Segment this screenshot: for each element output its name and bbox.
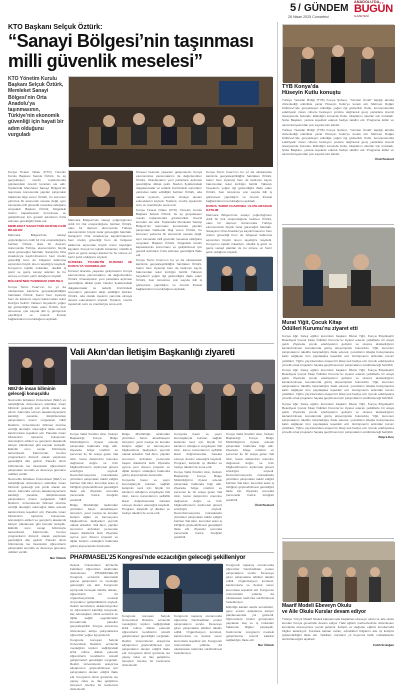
- middle-divider: [8, 343, 274, 344]
- pharmasel-body-col4: Kongrenin kapanış oturumunda öğrenciler hazırladıkları poster çalışmalarını sundu. Dereceye giren çalışmalara ödülleri takdim edildi. Organizasyon komitesi, katılımcılara ve destek veren kurumlara teşekkür etti. Kongrenin önümüzdeki yıllarda da uluslararası katılımla sürdürülmesi hedefleniyor. Etkinliğe katılan sektör temsilcileri, genç eczacı adaylarına kariyer planlamasında yol gösterdi. Öğrencilerle birebir görüşmeler yapılarak staj ve iş imkanları hakkında bilgiler paylaşıldı. Katılımcılar, kongrenin mesleki gelişimlerine önemli katkılar sağladığını ifade etti. Nur Öztürk: [226, 563, 274, 647]
- column-divider: [277, 22, 278, 684]
- right-divider-1: [282, 224, 394, 225]
- lead-body-col4: Konya Tarım Fuarı’nın bu yıl da uluslararası katılımla gerçekleştirildiğini hatırlatan Öztürk, fuarın hem ziyaretçi hem de katılımcı sayısı bakımından rekor kırdığını belirtti. Yabancı heyetlerin yoğun ilgi gösterdiğini ifade eden Öztürk, fuar süresince çok sayıda ikili iş görüşmesi yapıldığını ve önemli ihracat bağlantılarının kurulduğunu açıkladı. KONYA TARIM FUARI’NDA ULUSLARARASI KATILIM Marmara Bölgesi’nde sanayi yoğunluğunun ciddi bir risk oluşturduğunu belirten Öztürk, olası bir deprem durumunda Türkiye ekonomisinin büyük zarar göreceğini hatırlattı. Sanayinin Orta Anadolu’ya kaydırılmasının hem üretim güvenliği hem de bölgesel kalkınma açısından büyük önem taşıdığını kaydetti. Konya’nın lojistik imkanları, nitelikli iş gücü ve geniş sanayi alanları ile bu sürece en hazır şehir olduğunu söyledi.: [206, 170, 272, 340]
- lead-speaker-photo: [68, 170, 132, 215]
- lead-kicker: KTO Başkanı Selçuk Öztürk:: [8, 24, 103, 31]
- lead-body-col1: Konya Ticaret Odası (KTO) Yönetim Kurulu Başkanı Selçuk Öztürk, bu ay gerçekleşen meclis toplantısında gündemdeki önemli konuları ele aldı. Toplantıda Memleket Sanayi Bölgesi’nin taşınması konusunda yapılan çalışmalar hakkında bilgi veren Öztürk, bu konunun yalnızca bir ekonomik mesele değil, aynı zamanda milli güvenlik meselesi olduğunu vurguladı. Başkan Öztürk, bölgedeki üretim kapasitesinin korunması ve geliştirilmesi için gerekli adımların hızla atılması gerektiğini ifade etti. MEMLEKET SANAYİ BÖLGESİ’NE DAİR BİLGİLER Marmara Bölgesi’nde sanayi yoğunluğunun ciddi bir risk oluşturduğunu belirten Öztürk, olası bir deprem durumunda Türkiye ekonomisinin büyük zarar göreceğini hatırlattı. Sanayinin Orta Anadolu’ya kaydırılmasının hem üretim güvenliği hem de bölgesel kalkınma açısından büyük önem taşıdığını kaydetti. Konya’nın lojistik imkanları, nitelikli iş gücü ve geniş sanayi alanları ile bu sürece en hazır şehir olduğunu söyledi. BÖLGESİ’NEN TAŞINMASI ZORUNLU Konya Tarım Fuarı’nın bu yıl da uluslararası katılımla gerçekleştirildiğini hatırlatan Öztürk, fuarın hem ziyaretçi hem de katılımcı sayısı bakımından rekor kırdığını belirtti. Yabancı heyetlerin yoğun ilgi gösterdiğini ifade eden Öztürk, fuar süresince çok sayıda ikili iş görüşmesi yapıldığını ve önemli ihracat bağlantılarının kurulduğunu açıkladı.: [8, 170, 66, 322]
- pharmasel-congress-photo: [122, 563, 222, 611]
- vali-body-col2: Bölge Müdürlüğü tarafından yürütülen basın akreditasyon süreçleri, yerel medya ile kurulan iletişim ağları ve kamuoyunu bilgilendirme faaliyetleri ayrıntılı olarak anlatıldı. Vali Akın, yapılan sunumun ardından personele başarı dileklerini iletti. Ziyarette ayrıca yeni dönem projeleri ve dijital iletişim stratejileri hakkında görüş alışverişinde bulunuldu. Konya’da basın ve yayın kuruluşlarıyla kurulan sağlıklı iletişimin kent için büyük bir kazanım olduğunu vurgulayan Vali Akın, kamu kurumlarının şeffaflık ilkesi doğrultusunda hareket etmeye devam edeceğini kaydetti. Program, karşılıklı iyi dilekler ve hediye takdimi ile sona erdi.: [122, 432, 170, 515]
- pharmasel-signature: Nur Öztürk: [258, 642, 274, 647]
- masthead: [0, 0, 400, 20]
- neu-panel-photo: [8, 346, 66, 384]
- issue-date: 26 Nisan 2025 Cumartesi: [288, 15, 329, 19]
- maarif-headline: Maarif Modeli Ebeveyn Okulu ve Aile Okulu Kurslar devam ediyor: [282, 603, 367, 615]
- neu-body: Necmettin Erbakan Üniversitesi (NEÜ) ev sahipliğinde düzenlenen etkinlikte insan biliminin geleceği çok yönlü olarak ele alındı. Alanında uzman akademisyenlerin katıldığı panelde, disiplinlerarası çalışmaların önemi vurgulandı. NEÜ Rektörü, üniversitenin bilimsel üretime verdiği desteğin süreceğini ifade ederek katılımcılara teşekkür etti. Panelde insan bilimlerinin toplumla buluşması, teknolojinin etkileri ve gençlerin akademik kariyer planlaması gibi konular tartışıldı. Etkinlik soru cevap bölümüyle tamamlandı. Katılımcılar, benzer programların düzenli olarak yapılması gerektiğini dile getirdi. Panelin ikinci bölümünde ise lisansüstü öğrencilerin çalışmaları sunuldu ve dereceye girenlere ödülleri verildi. Necmettin Erbakan Üniversitesi (NEÜ) ev sahipliğinde düzenlenen etkinlikte insan biliminin geleceği çok yönlü olarak ele alındı. Alanında uzman akademisyenlerin katıldığı panelde, disiplinlerarası çalışmaların önemi vurgulandı. NEÜ Rektörü, üniversitenin bilimsel üretime verdiği desteğin süreceğini ifade ederek katılımcılara teşekkür etti. Panelde insan bilimlerinin toplumla buluşması, teknolojinin etkileri ve gençlerin akademik kariyer planlaması gibi konular tartışıldı. Etkinlik soru cevap bölümüyle tamamlandı. Katılımcılar, benzer programların düzenli olarak yapılması gerektiğini dile getirdi. Panelin ikinci bölümünde ise lisansüstü öğrencilerin çalışmaları sunuldu ve dereceye girenlere ödülleri verildi. Nur Öztürk: [8, 398, 66, 560]
- logo: ANADOLU'DA BUGÜN GAZETESİ: [354, 0, 393, 18]
- tyb-body: Türkiye Yazarlar Birliği (TYB) Konya Şubesi, “Yarınlar Ümidi” başlığı altında düzenlediği etkinlikte yazar Hüseyin Kutlu’yu konuk etti. Mehmet Doğan Kültürevi’nde gerçekleşen etkinliğe yoğun ilgi gösterildi. Kutlu, konuşmasında edebiyatın insan ruhunu besleyen yönüne değinerek genç yazarlara önemli tavsiyelerde bulundu. Etkinliğin sonunda Kutlu, kitaplarını okurları için imzaladı. Şube Başkanı, yazara teşekkür ederek hediye takdim etti. Programa kültür ve sanat dünyasından çok sayıda isim katıldı. Türkiye Yazarlar Birliği (TYB) Konya Şubesi, “Yarınlar Ümidi” başlığı altında düzenlediği etkinlikte yazar Hüseyin Kutlu’yu konuk etti. Mehmet Doğan Kültürevi’nde gerçekleşen etkinliğe yoğun ilgi gösterildi. Kutlu, konuşmasında edebiyatın insan ruhunu besleyen yönüne değinerek genç yazarlara önemli tavsiyelerde bulundu. Etkinliğin sonunda Kutlu, kitaplarını okurları için imzaladı. Şube Başkanı, yazara teşekkür ederek hediye takdim etti. Programa kültür ve sanat dünyasından çok sayıda isim katıldı. Ümit Bozkurt: [282, 98, 394, 162]
- lead-intro: KTO Yönetim Kurulu Başkanı Selçuk Öztürk, Memleket Sanayi Bölgesi’nin Orta Anadolu’ya taşınmasının, Türkiye’nin ekonomik güvenliği için hayati bir adım olduğunu vurguladı: [8, 76, 64, 138]
- pharmasel-body-col1: Selçuk Üniversitesi Eczacılık Fakültesi öğrencileri tarafından düzenlenen PHARMASEL’25 Kongresi, eczacılık alanındaki güncel gelişmeleri ve mesleğin geleceğini ele aldı. Kongrenin açılışında konuşan fakülte dekanı, öğrencilerin bu tür organizasyonlarla mesleki vizyonlarını geliştirdiklerini söyledi. Sektör temsilcileri, akademisyenler ve öğrencilerin katıldığı kongrede, ilaç teknolojileri, klinik eczacılık ve dijital sağlık uygulamaları konularında paneller gerçekleştirildi. Kongre süresince düzenlenen atölye çalışmalarına öğrenciler yoğun ilgi gösterdi. Kongrede konuşan Selçuk Üniversitesi Rektörü, eczacılık mesleğinin toplum sağlığındaki kritik rolüne dikkat çekerek öğrencilerin kendilerini sürekli geliştirmeleri gerektiğini vurguladı. Rektör, üniversitenin araştırma altyapısının güçlendirilmesi için çalışmaların devam ettiğini ifade etti. Kongrenin ikinci gününde ise yapay zeka ve ilaç geliştirme süreçleri üzerine bir konferans düzenlendi.: [70, 563, 118, 691]
- lead-body-col2: Marmara Bölgesi’nde sanayi yoğunluğunun ciddi bir risk oluşturduğunu belirten Öztürk, olası bir deprem durumunda Türkiye ekonomisinin büyük zarar göreceğini hatırlattı. Sanayinin Orta Anadolu’ya kaydırılmasının hem üretim güvenliği hem de bölgesel kalkınma açısından büyük önem taşıdığını kaydetti. Konya’nın lojistik imkanları, nitelikli iş gücü ve geniş sanayi alanları ile bu sürece en hazır şehir olduğunu söyledi. KÜRESEL TİCARETİN DURUMU VE KONYA’YA YANSIMALARI Küresel ticarette yaşanan gelişmelerin Konya ekonomisine yansımalarını da değerlendiren Öztürk, ihracatçıların yeni pazarlara açılması gerektiğine dikkat çekti. Navlun fiyatlarındaki dalgalanmalar ve tedarik zincirindeki sorunların yakından takip edildiğini belirten Öztürk, oda olarak üyelerin yanında olmaya devam edeceklerini söyledi. Toplantı, meclis üyelerinin soru ve önerileriyle sona erdi.: [68, 218, 132, 306]
- maarif-course-photo: [282, 541, 394, 601]
- right-divider-2: [282, 538, 394, 539]
- middle-headline: Vali Akın’dan İletişim Başkanlığı ziyareti: [70, 346, 235, 357]
- lead-body-col3: Küresel ticarette yaşanan gelişmelerin Konya ekonomisine yansımalarını da değerlendiren Öztürk, ihracatçıların yeni pazarlara açılması gerektiğine dikkat çekti. Navlun fiyatlarındaki dalgalanmalar ve tedarik zincirindeki sorunların yakından takip edildiğini belirten Öztürk, oda olarak üyelerin yanında olmaya devam edeceklerini söyledi. Toplantı, meclis üyelerinin soru ve önerileriyle sona erdi. Konya Ticaret Odası (KTO) Yönetim Kurulu Başkanı Selçuk Öztürk, bu ay gerçekleşen meclis toplantısında gündemdeki önemli konuları ele aldı. Toplantıda Memleket Sanayi Bölgesi’nin taşınması konusunda yapılan çalışmalar hakkında bilgi veren Öztürk, bu konunun yalnızca bir ekonomik mesele değil, aynı zamanda milli güvenlik meselesi olduğunu vurguladı. Başkan Öztürk, bölgedeki üretim kapasitesinin korunması ve geliştirilmesi için gerekli adımların hızla atılması gerektiğini ifade etti. Konya Tarım Fuarı’nın bu yıl da uluslararası katılımla gerçekleştirildiğini hatırlatan Öztürk, fuarın hem ziyaretçi hem de katılımcı sayısı bakımından rekor kırdığını belirtti. Yabancı heyetlerin yoğun ilgi gösterdiğini ifade eden Öztürk, fuar süresince çok sayıda ikili iş görüşmesi yapıldığını ve önemli ihracat bağlantılarının kurulduğunu açıkladı.: [136, 170, 202, 291]
- yigit-visit-photo: [282, 227, 394, 317]
- pharmasel-body-col3: Kongrenin kapanış oturumunda öğrenciler hazırladıkları poster çalışmalarını sundu. Dereceye giren çalışmalara ödülleri takdim edildi. Organizasyon komitesi, katılımcılara ve destek veren kurumlara teşekkür etti. Kongrenin önümüzdeki yıllarda da uluslararası katılımla sürdürülmesi hedefleniyor.: [174, 614, 222, 655]
- maarif-body: Türkiye Yüzyılı Maarif Modeli kapsamında başlatılan ebeveyn okulu ve aile okulu kursları Konya genelinde devam ediyor. Halk eğitimi merkezlerinde düzenlenen kurslarda ebeveynlere çocuk gelişimi, iletişim ve değerler eğitimi konularında bilgiler aktarılıyor. Kurslara katılan veliler, edindikleri bilgilerin aile içi iletişimi güçlendirdiğini ifade etti. Yetkililer, kursların yıl boyunca farklı mahallelerde sürdürüleceğini açıkladı. Fatih Erdoğan: [282, 617, 394, 647]
- bottom-divider: [70, 552, 274, 553]
- tyb-headline: TYB Konya’da Hüseyin Kutlu konuştu: [282, 84, 341, 97]
- vali-body-col4: Konya Valisi İbrahim Akın, İletişim Başkanlığı Konya Bölge Müdürlüğü’nü ziyaret ederek çalışmalar hakkında bilgi aldı. Ziyarette bölge müdürü ve personel ile bir araya gelen Vali Akın, kamu iletişiminin önemine değinerek doğru ve hızlı bilgilendirmenin toplumsal güveni artırdığını söyledi. Dezenformasyonla mücadelede yürütülen çalışmaları takdir ettiğini belirten Vali Akın, kurumlar arası iş birliğinin güçlendirilmesi gerektiğini ifade etti. Ziyaretin sonunda personelle hatıra fotoğrafı çektirildi. Ümit Bozkurt: [226, 432, 274, 507]
- yigit-signature: Büşra Koç: [378, 435, 394, 440]
- neu-signature: Nur Öztürk: [50, 555, 66, 560]
- lead-headline: “Sanayi Bölgesi’nin taşınması milli güvenlik meselesi”: [8, 31, 254, 71]
- page-divider: /: [298, 3, 301, 14]
- vali-visit-photo: [70, 359, 274, 429]
- tyb-event-photo: [282, 24, 394, 82]
- tyb-signature: Ümit Bozkurt: [374, 157, 394, 162]
- lead-meeting-photo: [68, 76, 272, 166]
- vali-signature: Ümit Bozkurt: [254, 502, 274, 507]
- vali-body-col3: Konya’da basın ve yayın kuruluşlarıyla kurulan sağlıklı iletişimin kent için büyük bir kazanım olduğunu vurgulayan Vali Akın, kamu kurumlarının şeffaflık ilkesi doğrultusunda hareket etmeye devam edeceğini kaydetti. Program, karşılıklı iyi dilekler ve hediye takdimi ile sona erdi. Konya Valisi İbrahim Akın, İletişim Başkanlığı Konya Bölge Müdürlüğü’nü ziyaret ederek çalışmalar hakkında bilgi aldı. Ziyarette bölge müdürü ve personel ile bir araya gelen Vali Akın, kamu iletişiminin önemine değinerek doğru ve hızlı bilgilendirmenin toplumsal güveni artırdığını söyledi. Dezenformasyonla mücadelede yürütülen çalışmaları takdir ettiğini belirten Vali Akın, kurumlar arası iş birliğinin güçlendirilmesi gerektiğini ifade etti. Ziyaretin sonunda personelle hatıra fotoğrafı çektirildi.: [174, 432, 222, 540]
- vali-body-col1: Konya Valisi İbrahim Akın, İletişim Başkanlığı Konya Bölge Müdürlüğü’nü ziyaret ederek çalışmalar hakkında bilgi aldı. Ziyarette bölge müdürü ve personel ile bir araya gelen Vali Akın, kamu iletişiminin önemine değinerek doğru ve hızlı bilgilendirmenin toplumsal güveni artırdığını söyledi. Dezenformasyonla mücadelede yürütülen çalışmaları takdir ettiğini belirten Vali Akın, kurumlar arası iş birliğinin güçlendirilmesi gerektiğini ifade etti. Ziyaretin sonunda personelle hatıra fotoğrafı çektirildi. Bölge Müdürlüğü tarafından yürütülen basın akreditasyon süreçleri, yerel medya ile kurulan iletişim ağları ve kamuoyunu bilgilendirme faaliyetleri ayrıntılı olarak anlatıldı. Vali Akın, yapılan sunumun ardından personele başarı dileklerini iletti. Ziyarette ayrıca yeni dönem projeleri ve dijital iletişim stratejileri hakkında görüş alışverişinde bulunuldu.: [70, 432, 118, 548]
- section-name: GÜNDEM: [304, 3, 349, 14]
- bottom-headline: PHARMASEL’25 Kongresi’nde eczacılığın geleceği şekilleniyor: [70, 554, 246, 561]
- pharmasel-body-col2: Kongrede konuşan Selçuk Üniversitesi Rektörü, eczacılık mesleğinin toplum sağlığındaki kritik rolüne dikkat çekerek öğrencilerin kendilerini sürekli geliştirmeleri gerektiğini vurguladı. Rektör, üniversitenin araştırma altyapısının güçlendirilmesi için çalışmaların devam ettiğini ifade etti. Kongrenin ikinci gününde ise yapay zeka ve ilaç geliştirme süreçleri üzerine bir konferans düzenlendi.: [122, 614, 170, 668]
- maarif-signature: Fatih Erdoğan: [373, 642, 394, 647]
- yigit-body: Konya Ağrı Keleş eğitim kurumları başkanı Murat Yiğit, Konya Büyükşehir Belediyesi Çocuk Kitap Ödülleri Kurumu’nu ziyaret ederek yetkililerle bir araya geldi. Ziyarette çocuk edebiyatının gelişimi ve okuma alışkanlığının kazandırılması konularında görüş alışverişinde bulunuldu. Yiğit, kurumun çalışmalarını takdirle karşıladığını ifade ederek, çocukların kitapla buluşmasına katkı sağlayan tüm paydaşlara teşekkür etti. Görüşmenin ardından kurum yetkilileri, Yiğit’e yayınlarından oluşan bir kitap seti hediye etti. Çocuk edebiyatına yönelik ortak projelerin hayata geçirilmesi için çalışmaların sürdürüleceği belirtildi. Konya Ağrı Keleş eğitim kurumları başkanı Murat Yiğit, Konya Büyükşehir Belediyesi Çocuk Kitap Ödülleri Kurumu’nu ziyaret ederek yetkililerle bir araya geldi. Ziyarette çocuk edebiyatının gelişimi ve okuma alışkanlığının kazandırılması konularında görüş alışverişinde bulunuldu. Yiğit, kurumun çalışmalarını takdirle karşıladığını ifade ederek, çocukların kitapla buluşmasına katkı sağlayan tüm paydaşlara teşekkür etti. Görüşmenin ardından kurum yetkilileri, Yiğit’e yayınlarından oluşan bir kitap seti hediye etti. Çocuk edebiyatına yönelik ortak projelerin hayata geçirilmesi için çalışmaların sürdürüleceği belirtildi. Konya Ağrı Keleş eğitim kurumları başkanı Murat Yiğit, Konya Büyükşehir Belediyesi Çocuk Kitap Ödülleri Kurumu’nu ziyaret ederek yetkililerle bir araya geldi. Ziyarette çocuk edebiyatının gelişimi ve okuma alışkanlığının kazandırılması konularında görüş alışverişinde bulunuldu. Yiğit, kurumun çalışmalarını takdirle karşıladığını ifade ederek, çocukların kitapla buluşmasına katkı sağlayan tüm paydaşlara teşekkür etti. Görüşmenin ardından kurum yetkilileri, Yiğit’e yayınlarından oluşan bir kitap seti hediye etti. Çocuk edebiyatına yönelik ortak projelerin hayata geçirilmesi için çalışmaların sürdürüleceği belirtildi. Büşra Koç: [282, 334, 394, 440]
- yigit-headline: Murat Yiğit, Çocuk Kitap Ödülleri Kurumu’nu ziyaret etti: [282, 320, 358, 333]
- page-number: 5: [290, 2, 297, 14]
- lead-fair-photo: [206, 256, 272, 290]
- neu-headline: NEÜ’de insan biliminin geleceği konuşuldu: [8, 386, 56, 397]
